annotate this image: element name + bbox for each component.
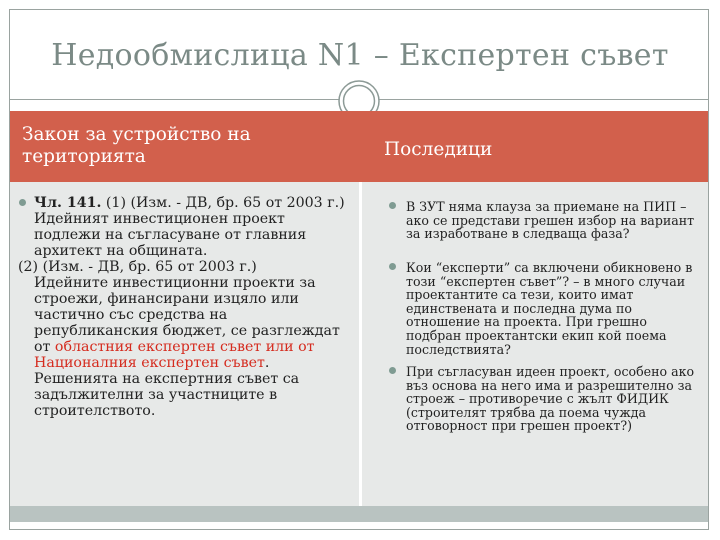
article-paragraph-2 [34,275,340,419]
bullet-icon [389,202,396,209]
article-paragraph-2-lead: (2) (Изм. - ДВ, бр. 65 от 2003 г.) [18,259,257,275]
article-number: Чл. 141. [34,195,102,211]
list-item: В ЗУТ няма клауза за приемане на ПИП – ако се представи грешен избор на вариант за изработване в следваща фаза? [406,199,695,242]
bullet-icon [389,367,396,374]
slide-title: Недообмислица N1 – Експертен съвет [51,38,669,73]
header-right-title: Последици [384,139,493,160]
national-council-highlight: или от Националния експертен съвет [34,339,315,371]
list-item: Кои “експерти” са включени обикновено в този “експертен съвет”? – в много случаи проектантите са тези, които имат единствената и последна дума по отношение на проекта. При грешно подбран проектантски екип кой поема последствията? [406,260,693,357]
bullet-icon [19,199,26,206]
list-item: При съгласуван идеен проект, особено ако въз основа на него има и разрешително за строеж – противоречие с жълт ФИДИК (строителят трябва да поема чужда отговорност при грешен проект?) [406,364,695,434]
article-paragraph-2-body: Идейните инвестиционни проекти за строежи, финансирани изцяло или частично със средства на републиканския бюджет, се разглеждат от [34,275,340,355]
article-paragraph-2-end: . Решенията на експертния съвет са задължителни за участниците в строителството. [34,355,300,419]
footer-bar [10,506,708,522]
regional-council-highlight: областния експертен съвет [54,339,262,355]
law-text [18,195,350,419]
article-paragraph-1: (1) (Изм. - ДВ, бр. 65 от 2003 г.) Идейният инвестиционен проект подлежи на съгласуване от главния архитект на общината. [34,195,345,259]
header-left-title: Закон за устройство на територията [22,124,251,167]
bullet-icon [389,263,396,270]
